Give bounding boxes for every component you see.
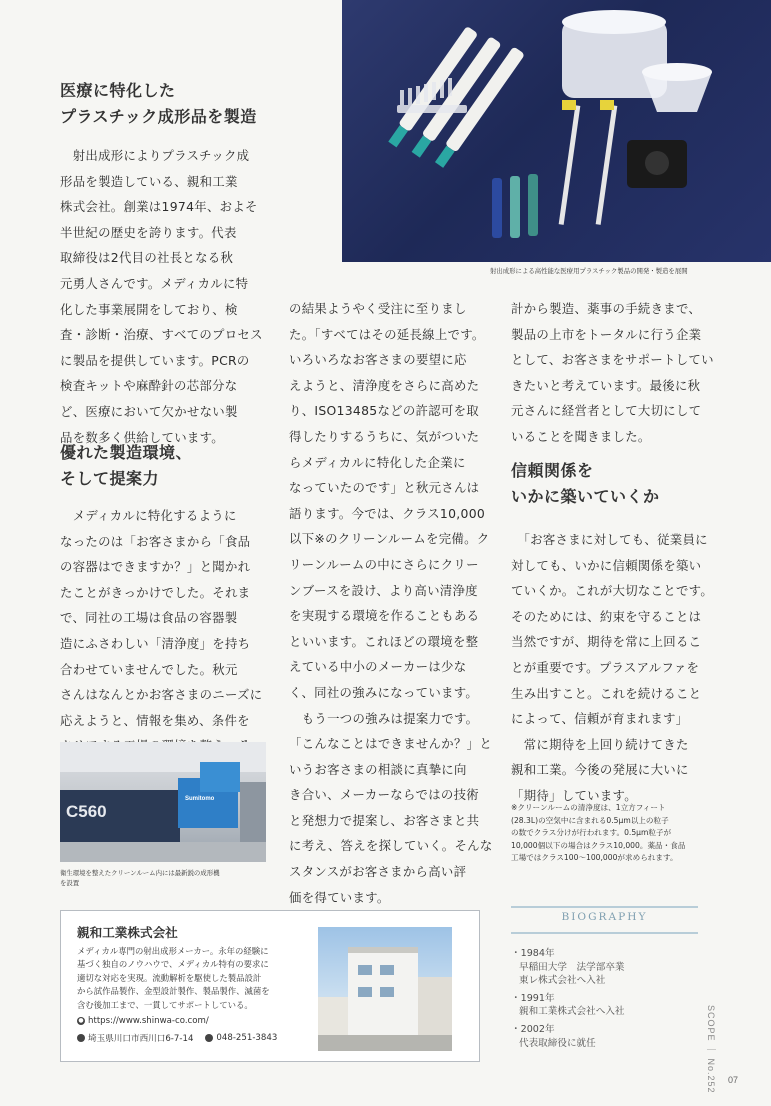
section-body-2: メディカルに特化するように なったのは「お客さまから「食品 の容器はできますか？」と聞かれ たことがきっかけでした。それま で、同社の工場は食品の容器製 造にふさわしい「清浄度」を持ち 合わせていませんでした。秋元 さんはなんとかお客さまのニーズに 応えようと、情報を集め、条件を — [60, 508, 263, 728]
biography-entry — [511, 1023, 701, 1050]
company-url-row[interactable] — [77, 1016, 209, 1026]
column-3-body: 計から製造、薬事の手続きまで、 製品の上市をトータルに行う企業 として、お客さまをサポートしてい きたいと考えています。最後に秋 元さんに経営者として大切にして いることを聞きました。 — [511, 301, 714, 444]
biography-list — [511, 947, 701, 1050]
company-description: メディカル専門の射出成形メーカー。永年の経験に 基づく独自のノウハウで、メディカル特有の要求に 適切な対応を実現。流動解析を駆使した製品設計 から試作品製作、金型設計製作、製品製作、滅菌を 含む後加工まで、一貫してサポートしている。 — [77, 946, 270, 1010]
product-photo — [342, 0, 771, 262]
section-body-1: 射出成形によりプラスチック成 形品を製造している、親和工業 株式会社。創業は1974年、およそ 半世紀の歴史を誇ります。代表 取締役は2代目の社長となる秋 元勇人さんです。メディカルに特 化した事業展開をしており、検 査・診断・治療、すべてのプロセス に製品を提供しています。PCRの 検査キットや麻酔針の芯部分な ど、医療において欠かせない製 品を数多く供給しています。 — [60, 148, 263, 445]
page-number: 07 — [728, 1075, 739, 1085]
biography-text: 親和工業株式会社へ入社 — [519, 1006, 625, 1018]
section-heading-1: 医療に特化した プラスチック成形品を製造 — [60, 81, 257, 126]
biography-year: ・1984年 — [511, 948, 555, 959]
machine-brand-label: Sumitomo — [185, 796, 215, 802]
magazine-side-label: SCOPE ｜ No.252 — [706, 1005, 716, 1094]
biography-text: 早稲田大学 法学部卒業 東レ株式会社へ入社 — [519, 961, 625, 987]
column-2-body: の結果ようやく受注に至りまし た。「すべてはその延長線上です。 いろいろなお客さまの要望に応 えようと、清浄度をさらに高めた り、ISO13485などの許認可を取 得したりするうちに、気がついた らメディカルに特化した企業に なっていたのです」と秋元さんは 語ります。今では、クラス10,000 以下※のクリーンルームを完備。ク リーンルームの中にさらにクリー ンブースを設け、より高い清浄度 を実現する環境を作ることもある といいます。これほどの環境を整 えている中小のメーカーは少な く、同社の強みになっています。 もう一つの強みは提案力です。 「こんなことはできませんか？」と いうお客さまの相談に真摯に向 き合い、メーカーならではの技術 と発想力で提案し、お客さまと共 に考え、答えを探していく。そんな スタンスがお客さまから高い評 価を得ています。 — [289, 301, 493, 905]
company-phone[interactable]: 048-251-3843 — [216, 1033, 278, 1043]
phone-icon — [205, 1034, 213, 1042]
section-heading-2: 優れた製造環境、 そして提案力 — [60, 443, 193, 488]
company-name: 親和工業株式会社 — [77, 925, 178, 940]
biography-text: 代表取締役に就任 — [519, 1037, 596, 1049]
biography-title: BIOGRAPHY — [561, 911, 648, 923]
footnote: ※クリーンルームの清浄度は、1立方フィート (28.3L)の空気中に含まれる0.5μm以上の粒子 の数でクラス分けが行われます。0.5μm粒子が 10,000個以下の場合はクラス10,000。薬品・食品 工場ではクラス100〜100,000が求められます。 — [511, 803, 686, 863]
location-pin-icon — [77, 1034, 85, 1042]
building-illustration — [318, 927, 452, 1051]
company-building-photo — [318, 927, 452, 1051]
section-heading-3: 信頼関係を いかに築いていくか — [511, 461, 660, 506]
factory-photo — [60, 742, 266, 862]
biography-title-rule — [511, 932, 698, 934]
product-photo-illustration — [342, 0, 771, 262]
biography-year: ・2002年 — [511, 1023, 555, 1035]
company-contact-row — [77, 1032, 277, 1044]
top-photo-caption: 射出成形による高性能な医療用プラスチック製品の開発・製造を展開 — [490, 267, 688, 275]
section-body-3: 「お客さまに対しても、従業員に 対しても、いかに信頼関係を築い ていくか。これが大切なことです。 そのためには、約束を守ることは 当然ですが、期待を常に上回るこ とが重要です。プラスアルファを 生み出すこと。これを続けること によって、信頼が育まれます」 常に期待を上回り続けてきた 親和工業。今後の発展に大いに 「期待」しています。 — [511, 532, 714, 803]
biography-entry — [511, 992, 701, 1019]
globe-icon: ● — [78, 1017, 84, 1024]
company-url-link[interactable]: https://www.shinwa-co.com/ — [88, 1016, 209, 1026]
biography-entry — [511, 947, 701, 988]
biography-top-rule — [511, 906, 698, 908]
factory-photo-caption: 衛生環境を整えたクリーンルーム内には最新鋭の成形機 を設置 — [60, 869, 220, 887]
company-address: 埼玉県川口市西川口6-7-14 — [88, 1034, 194, 1044]
biography-year: ・1991年 — [511, 992, 555, 1004]
machine-model-label: C560 — [66, 802, 107, 821]
